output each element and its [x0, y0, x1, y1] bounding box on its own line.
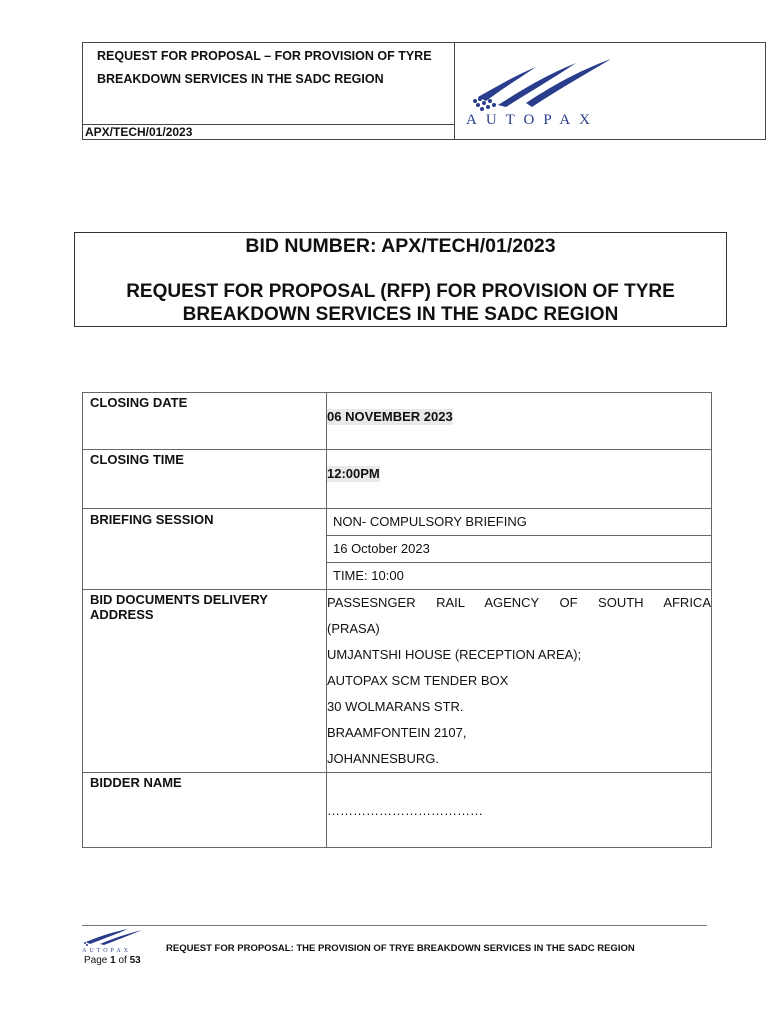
- closing-time-value: 12:00PM: [327, 466, 380, 481]
- bidder-name-row: [83, 773, 712, 848]
- footer-title: REQUEST FOR PROPOSAL: THE PROVISION OF TRYE BREAKDOWN SERVICES IN THE SADC REGION: [166, 943, 635, 954]
- address-line-5: 30 WOLMARANS STR.: [327, 699, 464, 714]
- address-line-6: BRAAMFONTEIN 2107,: [327, 725, 467, 740]
- page-total: 53: [129, 955, 141, 966]
- page-number: 1: [110, 955, 116, 966]
- briefing-session-row: [83, 509, 712, 590]
- address-line-1: PASSESNGER RAIL AGENCY OF SOUTH AFRICA: [327, 595, 711, 610]
- page-indicator: [84, 955, 141, 966]
- address-line-4: AUTOPAX SCM TENDER BOX: [327, 673, 509, 688]
- closing-time-label: CLOSING TIME: [90, 452, 184, 467]
- briefing-time: TIME: 10:00: [333, 568, 404, 583]
- rfp-title: REQUEST FOR PROPOSAL (RFP) FOR PROVISION OF TYRE BREAKDOWN SERVICES IN THE SADC REGION: [126, 281, 675, 325]
- delivery-address-label: BID DOCUMENTS DELIVERY ADDRESS: [90, 592, 268, 622]
- address-line-3: UMJANTSHI HOUSE (RECEPTION AREA);: [327, 647, 582, 662]
- briefing-date: 16 October 2023: [327, 536, 711, 563]
- closing-date-label: CLOSING DATE: [90, 395, 188, 410]
- autopax-logo: [466, 57, 626, 129]
- footer-logo-mark-icon: [82, 928, 144, 946]
- closing-date-value: 06 NOVEMBER 2023: [327, 409, 453, 424]
- header-reference-code: APX/TECH/01/2023: [83, 124, 454, 139]
- footer-logo-wordmark: AUTOPAX: [82, 948, 132, 954]
- delivery-address-row: [83, 590, 712, 773]
- bid-info-table: [82, 392, 712, 848]
- header-title-cell: [83, 43, 455, 139]
- briefing-session-label: BRIEFING SESSION: [90, 512, 214, 527]
- logo-wordmark: AUTOPAX: [466, 112, 600, 128]
- bid-title-box: [74, 232, 727, 327]
- footer-divider: [82, 925, 707, 926]
- bidder-name-label: BIDDER NAME: [90, 775, 182, 790]
- bidder-name-field: ………………………………: [327, 803, 483, 818]
- bid-number: BID NUMBER: APX/TECH/01/2023: [245, 235, 556, 257]
- address-line-2: (PRASA): [327, 621, 380, 636]
- header-title: REQUEST FOR PROPOSAL – FOR PROVISION OF TYRE BREAKDOWN SERVICES IN THE SADC REGION: [97, 49, 432, 86]
- page-of: of: [115, 955, 130, 966]
- document-header: [82, 42, 766, 140]
- closing-date-row: [83, 393, 712, 450]
- footer-logo: [82, 928, 144, 954]
- briefing-type: NON- COMPULSORY BRIEFING: [327, 509, 711, 536]
- autopax-logo-mark-icon: [466, 57, 626, 113]
- page-prefix: Page: [84, 955, 111, 966]
- address-line-7: JOHANNESBURG.: [327, 751, 439, 766]
- closing-time-row: [83, 450, 712, 509]
